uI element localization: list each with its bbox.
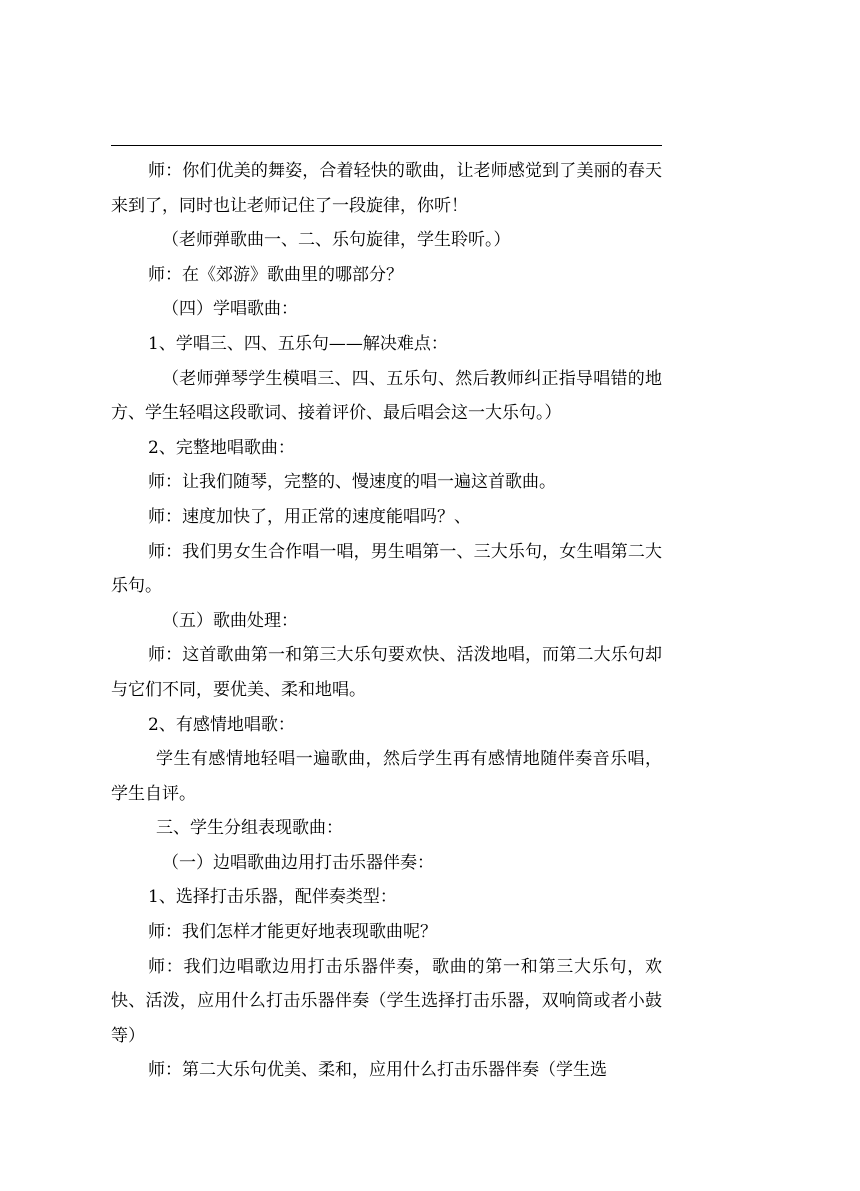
section-heading: （四）学唱歌曲： bbox=[162, 299, 298, 320]
section-heading: （一）边唱歌曲边用打击乐器伴奏： bbox=[162, 852, 434, 873]
paragraph: 师：让我们随琴，完整的、慢速度的唱一遍这首歌曲。 bbox=[148, 472, 556, 493]
subsection-heading: 2、完整地唱歌曲： bbox=[148, 437, 295, 458]
subsection-heading: 1、选择打击乐器，配伴奏类型： bbox=[148, 887, 397, 908]
paragraph: 师：我们怎样才能更好地表现歌曲呢？ bbox=[148, 922, 437, 943]
section-heading: 三、学生分组表现歌曲： bbox=[156, 818, 343, 839]
paragraph: 师：这首歌曲第一和第三大乐句要欢快、活泼地唱，而第二大乐句却与它们不同，要优美、柔和地唱。 bbox=[111, 645, 662, 700]
paragraph: 师：速度加快了，用正常的速度能唱吗？、 bbox=[148, 506, 471, 527]
paragraph: 师：我们男女生合作唱一唱，男生唱第一、三大乐句，女生唱第二大乐句。 bbox=[111, 541, 662, 597]
paragraph: （老师弹歌曲一、二、乐句旋律，学生聆听。） bbox=[162, 230, 511, 251]
paragraph: （老师弹琴学生模唱三、四、五乐句、然后教师纠正指导唱错的地方、学生轻唱这段歌词、接着评价、最后唱会这一大乐句。） bbox=[111, 368, 662, 424]
header-rule bbox=[111, 145, 662, 146]
paragraph: 师：在《郊游》歌曲里的哪部分？ bbox=[148, 264, 403, 285]
document-body bbox=[111, 154, 662, 1088]
subsection-heading: 1、学唱三、四、五乐句——解决难点： bbox=[148, 333, 448, 354]
section-heading: （五）歌曲处理： bbox=[162, 610, 298, 631]
paragraph: 师：你们优美的舞姿，合着轻快的歌曲，让老师感觉到了美丽的春天来到了，同时也让老师记住了一段旋律，你听！ bbox=[111, 161, 662, 216]
paragraph: 学生有感情地轻唱一遍歌曲，然后学生再有感情地随伴奏音乐唱，学生自评。 bbox=[111, 749, 662, 804]
subsection-heading: 2、有感情地唱歌： bbox=[148, 714, 295, 735]
paragraph: 师：第二大乐句优美、柔和，应用什么打击乐器伴奏（学生选 bbox=[148, 1060, 607, 1081]
paragraph: 师：我们边唱歌边用打击乐器伴奏，歌曲的第一和第三大乐句，欢快、活泼，应用什么打击乐器伴奏（学生选择打击乐器，双响筒或者小鼓等） bbox=[111, 956, 662, 1046]
